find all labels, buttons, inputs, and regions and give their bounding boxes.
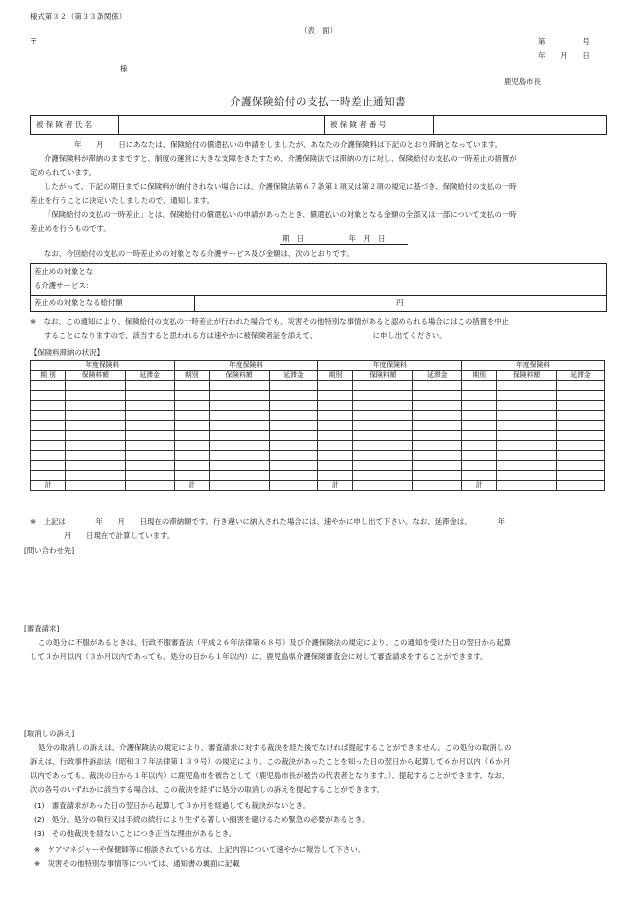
table-cell[interactable] [462, 401, 497, 411]
postal-mark: 〒 [30, 37, 38, 46]
table-row [31, 411, 605, 421]
insured-name-value[interactable] [119, 116, 325, 134]
table-cell[interactable] [174, 401, 209, 411]
table-cell[interactable] [174, 451, 209, 461]
table-cell[interactable] [125, 471, 174, 481]
table-cell[interactable] [65, 391, 125, 401]
body-line-4: したがって、下記の期日までに保険料が納付されない場合には、介護保険法第６７条第１項又は第２項の規定に基づき、保険給付の支払の一時 [44, 182, 517, 191]
revocation-note-2: ※ 災害その他特別な事情等については、通知書の裏面に記載 [34, 859, 240, 868]
insured-info-table [30, 115, 607, 135]
table-cell[interactable] [65, 441, 125, 451]
notice-line-1: ※ なお、この通知により、保険給付の支払の一時差止が行われた場合でも、災害その他特別な事情があると認められる場合にはこの措置を中止 [30, 317, 510, 326]
table-cell[interactable] [318, 381, 353, 391]
table-cell[interactable] [557, 451, 605, 461]
table-cell[interactable] [209, 381, 269, 391]
table-cell[interactable] [557, 421, 605, 431]
service-box [30, 263, 607, 312]
col-period: 期 別 [31, 371, 66, 381]
table-cell[interactable] [353, 461, 413, 471]
contact-heading: [問い合わせ先] [24, 546, 75, 555]
table-row [31, 471, 605, 481]
group-header-1: 年度保険料 [31, 361, 175, 371]
table-cell[interactable] [557, 381, 605, 391]
table-cell[interactable] [318, 451, 353, 461]
table-cell[interactable] [557, 471, 605, 481]
table-cell[interactable] [31, 451, 66, 461]
table-cell[interactable] [353, 421, 413, 431]
table-cell[interactable] [497, 451, 557, 461]
col-late-fee: 延滞金 [125, 371, 174, 381]
table-cell[interactable] [557, 401, 605, 411]
number-label: 第 号 [538, 37, 590, 46]
table-cell[interactable] [174, 421, 209, 431]
table-cell[interactable] [462, 411, 497, 421]
table-cell[interactable] [413, 421, 462, 431]
col-premium: 保険料額 [353, 371, 413, 381]
table-cell[interactable] [269, 421, 318, 431]
table-cell[interactable] [31, 381, 66, 391]
table-cell[interactable] [497, 471, 557, 481]
revocation-note-1: ※ ケアマネジャーや保健師等に相談されている方は、上記内容について速やかに報告して下さい。 [34, 845, 366, 854]
table-cell[interactable] [174, 431, 209, 441]
total-label: 計 [174, 481, 209, 491]
table-cell[interactable] [31, 421, 66, 431]
side-label: （表 面） [300, 26, 337, 35]
arrears-heading: 【保険料滞納の状況】 [30, 348, 104, 357]
group-header-4: 年度保険料 [462, 361, 605, 371]
table-cell[interactable] [65, 401, 125, 411]
table-cell[interactable] [209, 471, 269, 481]
col-premium: 保険料額 [497, 371, 557, 381]
table-cell[interactable] [462, 451, 497, 461]
table-cell[interactable] [269, 401, 318, 411]
table-cell[interactable] [174, 461, 209, 471]
revocation-item-3: (3) その他裁決を経ないことにつき正当な理由があるとき。 [34, 829, 237, 838]
table-cell[interactable] [125, 391, 174, 401]
table-cell[interactable] [497, 431, 557, 441]
table-cell[interactable] [209, 401, 269, 411]
table-cell[interactable] [125, 411, 174, 421]
table-cell[interactable] [318, 411, 353, 421]
total-label: 計 [462, 481, 497, 491]
table-cell[interactable] [31, 431, 66, 441]
body-line-7: 差止めを行うものです。 [30, 224, 111, 233]
table-cell[interactable] [209, 461, 269, 471]
table-cell[interactable] [497, 411, 557, 421]
table-cell[interactable] [31, 441, 66, 451]
form-code: 様式第３２（第３３条関係） [30, 12, 127, 21]
table-cell[interactable] [125, 461, 174, 471]
table-cell[interactable] [209, 391, 269, 401]
table-cell[interactable] [209, 451, 269, 461]
revocation-line-3: 以内であっても、裁決の日から１年以内）に鹿児島市を被告として（鹿児島市長が被告の代表者となります。）、提起することができます。なお、 [30, 771, 510, 780]
table-row [31, 431, 605, 441]
table-row [31, 401, 605, 411]
table-cell[interactable] [497, 461, 557, 471]
table-cell[interactable] [125, 421, 174, 431]
table-cell[interactable] [125, 451, 174, 461]
table-cell[interactable] [557, 391, 605, 401]
table-cell[interactable] [125, 441, 174, 451]
table-cell[interactable] [413, 471, 462, 481]
table-cell[interactable] [125, 381, 174, 391]
table-cell[interactable] [269, 431, 318, 441]
table-cell[interactable] [413, 441, 462, 451]
col-premium: 保険料額 [209, 371, 269, 381]
table-cell[interactable] [318, 431, 353, 441]
col-late-fee: 延滞金 [413, 371, 462, 381]
col-late-fee: 延滞金 [557, 371, 605, 381]
table-cell[interactable] [462, 381, 497, 391]
table-row [31, 461, 605, 471]
arrears-footnote-2: 月 日現在で計算しています。 [64, 531, 175, 540]
table-cell[interactable] [413, 461, 462, 471]
table-cell[interactable] [413, 451, 462, 461]
revocation-item-2: (2) 処分、処分の執行又は手続の続行により生ずる著しい損害を避けるため緊急の必要があるとき。 [34, 815, 370, 824]
table-cell[interactable] [557, 431, 605, 441]
notice-line-2: することになりますので、該当すると思われる方は速やかに被保険者証を添えて、 に申し出てください。 [44, 331, 447, 340]
revocation-line-4: 次の各号のいずれかに該当する場合は、この裁決を経ずに処分の取消しの訴えを提起することができます。 [30, 785, 385, 794]
table-cell[interactable] [31, 401, 66, 411]
amount-label: 差止めの対象となる給付額 [34, 298, 123, 307]
service-divider [31, 295, 606, 296]
revocation-item-1: (1) 審査請求があった日の翌日から起算して３か月を経過しても裁決がないとき。 [34, 801, 311, 810]
table-cell[interactable] [65, 411, 125, 421]
table-cell[interactable] [65, 421, 125, 431]
table-cell[interactable] [497, 401, 557, 411]
table-cell[interactable] [65, 461, 125, 471]
table-cell[interactable] [174, 381, 209, 391]
table-row [31, 451, 605, 461]
col-period: 期別 [462, 371, 497, 381]
table-cell[interactable] [413, 401, 462, 411]
table-cell[interactable] [353, 401, 413, 411]
table-cell[interactable] [497, 441, 557, 451]
table-cell[interactable] [65, 431, 125, 441]
table-cell[interactable] [174, 411, 209, 421]
date-label: 年 月 日 [538, 51, 590, 60]
table-cell[interactable] [353, 451, 413, 461]
table-cell[interactable] [318, 421, 353, 431]
table-cell[interactable] [413, 411, 462, 421]
table-cell[interactable] [318, 401, 353, 411]
table-cell[interactable] [65, 471, 125, 481]
insured-name-label: 被 保 険 者 氏 名 [31, 116, 119, 134]
table-cell[interactable] [209, 421, 269, 431]
table-row [31, 391, 605, 401]
body-line-5: 差止を行うことに決定いたしましたので、通知します。 [30, 196, 215, 205]
issuer: 鹿児島市長 [504, 77, 541, 86]
body-line-6: 「保険給付の支払の一時差止」とは、保険給付の償還払いの申請があったとき、償還払いの対象となる金額の全部又は一部について支払の一時 [44, 210, 517, 219]
table-cell[interactable] [125, 431, 174, 441]
table-cell[interactable] [353, 391, 413, 401]
table-cell[interactable] [174, 471, 209, 481]
revocation-heading: [取消しの訴え] [24, 729, 75, 738]
table-cell[interactable] [318, 441, 353, 451]
amount-divider [194, 295, 195, 311]
total-label: 計 [31, 481, 66, 491]
table-row [31, 421, 605, 431]
table-cell[interactable] [318, 461, 353, 471]
total-label: 計 [318, 481, 353, 491]
table-cell[interactable] [353, 441, 413, 451]
table-cell[interactable] [269, 441, 318, 451]
review-line-1: この処分に不服があるときは、行政不服審査法（平成２６年法律第６８号）及び介護保険法の規定により、この通知を受けた日の翌日から起算 [38, 638, 512, 647]
table-cell[interactable] [269, 451, 318, 461]
table-cell[interactable] [65, 381, 125, 391]
arrears-footnote-1: ※ 上記は 年 月 日現在の滞納額です。行き違いに納入された場合には、速やかに申し出て下さい。なお、延滞金は、 年 [30, 517, 505, 526]
table-cell[interactable] [209, 441, 269, 451]
table-cell[interactable] [353, 411, 413, 421]
col-period: 期別 [174, 371, 209, 381]
deadline-date: 期 日 年 月 日 [282, 234, 386, 243]
col-late-fee: 延滞金 [269, 371, 318, 381]
table-row [31, 381, 605, 391]
table-cell[interactable] [209, 411, 269, 421]
table-cell[interactable] [353, 381, 413, 391]
body-line-9: なお、今回給付の支払の一時差止めの対象となる介護サービス及び金額は、次のとおりです。 [44, 249, 354, 258]
table-cell[interactable] [318, 391, 353, 401]
table-cell[interactable] [462, 441, 497, 451]
insured-number-value[interactable] [434, 116, 606, 134]
service-label-1: 差止めの対象とな [34, 267, 94, 276]
table-cell[interactable] [462, 461, 497, 471]
body-line-3: 定められています。 [30, 168, 96, 177]
table-cell[interactable] [413, 381, 462, 391]
arrears-table [30, 360, 605, 491]
table-cell[interactable] [557, 441, 605, 451]
service-label-2: る介護サービス： [34, 281, 94, 290]
table-cell[interactable] [462, 421, 497, 431]
table-cell[interactable] [497, 391, 557, 401]
table-cell[interactable] [462, 391, 497, 401]
table-cell[interactable] [413, 391, 462, 401]
document-title: 介護保険給付の支払一時差止通知書 [230, 96, 406, 108]
revocation-line-2: 訴えは、行政事件訴訟法（昭和３７年法律第１３９号）の規定により、この裁決があったことを知った日の翌日から起算して６か月以内（６か月 [30, 757, 511, 766]
table-cell[interactable] [174, 391, 209, 401]
body-line-1: 年 月 日にあなたは、保険給付の償還払いの申請をしましたが、あなたの介護保険料は下記のとおり滞納となっています。 [74, 140, 503, 149]
addressee-suffix: 様 [120, 64, 128, 73]
table-cell[interactable] [31, 461, 66, 471]
table-cell[interactable] [31, 471, 66, 481]
table-cell[interactable] [209, 431, 269, 441]
table-cell[interactable] [497, 421, 557, 431]
amount-unit: 円 [396, 298, 404, 307]
deadline-underline [280, 244, 408, 245]
table-cell[interactable] [269, 391, 318, 401]
table-cell[interactable] [353, 471, 413, 481]
table-row [31, 441, 605, 451]
table-cell[interactable] [269, 381, 318, 391]
group-header-3: 年度保険料 [318, 361, 462, 371]
review-heading: [審査請求] [24, 624, 60, 633]
body-line-2: 介護保険料が滞納のままですと、制度の運営に大きな支障をきたすため、介護保険法では滞納の方に対し、保険給付の支払の一時差止の措置が [44, 154, 517, 163]
table-cell[interactable] [462, 471, 497, 481]
table-cell[interactable] [413, 431, 462, 441]
group-header-2: 年度保険料 [174, 361, 318, 371]
col-period: 期別 [318, 371, 353, 381]
table-cell[interactable] [462, 431, 497, 441]
table-cell[interactable] [353, 431, 413, 441]
table-cell[interactable] [269, 461, 318, 471]
table-cell[interactable] [557, 461, 605, 471]
table-cell[interactable] [269, 411, 318, 421]
table-cell[interactable] [31, 391, 66, 401]
table-cell[interactable] [125, 401, 174, 411]
table-cell[interactable] [65, 451, 125, 461]
table-cell[interactable] [497, 381, 557, 391]
revocation-line-1: 処分の取消しの訴えは、介護保険法の規定により、審査請求に対する裁決を経た後でなければ提起することができません。この処分の取消しの [38, 743, 512, 752]
table-cell[interactable] [318, 471, 353, 481]
col-premium: 保険料額 [65, 371, 125, 381]
table-cell[interactable] [31, 411, 66, 421]
review-line-2: して３か月以内（３か月以内であっても、処分の日から１年以内）に、鹿児島県介護保険審査会に対して審査請求をすることができます。 [30, 652, 488, 661]
table-cell[interactable] [269, 471, 318, 481]
table-cell[interactable] [174, 441, 209, 451]
insured-number-label: 被 保 険 者 番 号 [324, 116, 434, 134]
table-cell[interactable] [557, 411, 605, 421]
